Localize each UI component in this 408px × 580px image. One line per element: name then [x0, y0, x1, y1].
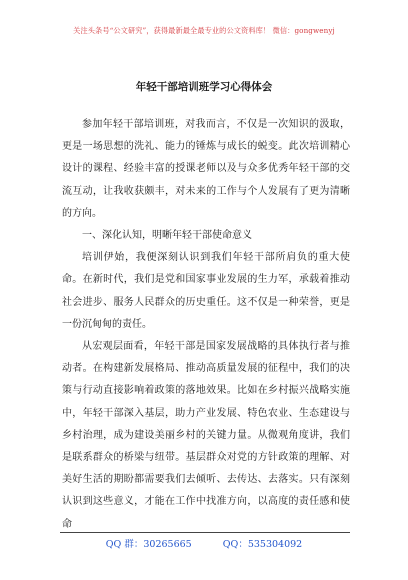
header-banner: 关注头条号“公文研究”，获得最新最全最专业的公文资料库！ 微信：gongwenyj [73, 26, 335, 35]
document-title: 年轻干部培训班学习心得体会 [135, 81, 273, 93]
footer-qq: QQ：535304092 [222, 539, 303, 550]
paragraph-intro: 参加年轻干部培训班，对我而言，不仅是一次知识的汲取，更是一场思想的洗礼、能力的锤炼与成长的蜕变。此次培训精心设计的课程、经验丰富的授课老师以及与众多优秀年轻干部的交流互动，让我收获颇丰，对未来的工作与个人发展有了更为清晰的方向。 [62, 119, 350, 219]
section-heading-1: 一、深化认知，明晰年轻干部使命意义 [82, 230, 252, 242]
document-body [62, 114, 350, 536]
paragraph-mission: 培训伊始，我便深刻认识到我们年轻干部所肩负的重大使命。在新时代，我们是党和国家事业发展的生力军，承载着推动社会进步、服务人民群众的历史重任。这不仅是一种荣誉，更是一份沉甸甸的责任。 [62, 252, 350, 330]
paragraph-macro-view: 从宏观层面看，年轻干部是国家发展战略的具体执行者与推动者。在构建新发展格局、推动高质量发展的征程中，我们的决策与行动直接影响着政策的落地效果。比如在乡村振兴战略实施中，年轻干部深入基层，助力产业发展、特色农业、生态建设与乡村治理，成为建设美丽乡村的关键力量。从微观角度讲，我们是联系群众的桥梁与纽带。基层群众对党的方针政策的理解、对美好生活的期盼都需要我们去倾听、去传达、去落实。只有深刻认识到这些意义，才能在工作中找准方向，以高度的责任感和使命 [62, 341, 350, 530]
footer-qq-group: QQ 群：30265665 [105, 539, 192, 550]
footer-divider [60, 532, 350, 533]
footer [0, 536, 408, 550]
